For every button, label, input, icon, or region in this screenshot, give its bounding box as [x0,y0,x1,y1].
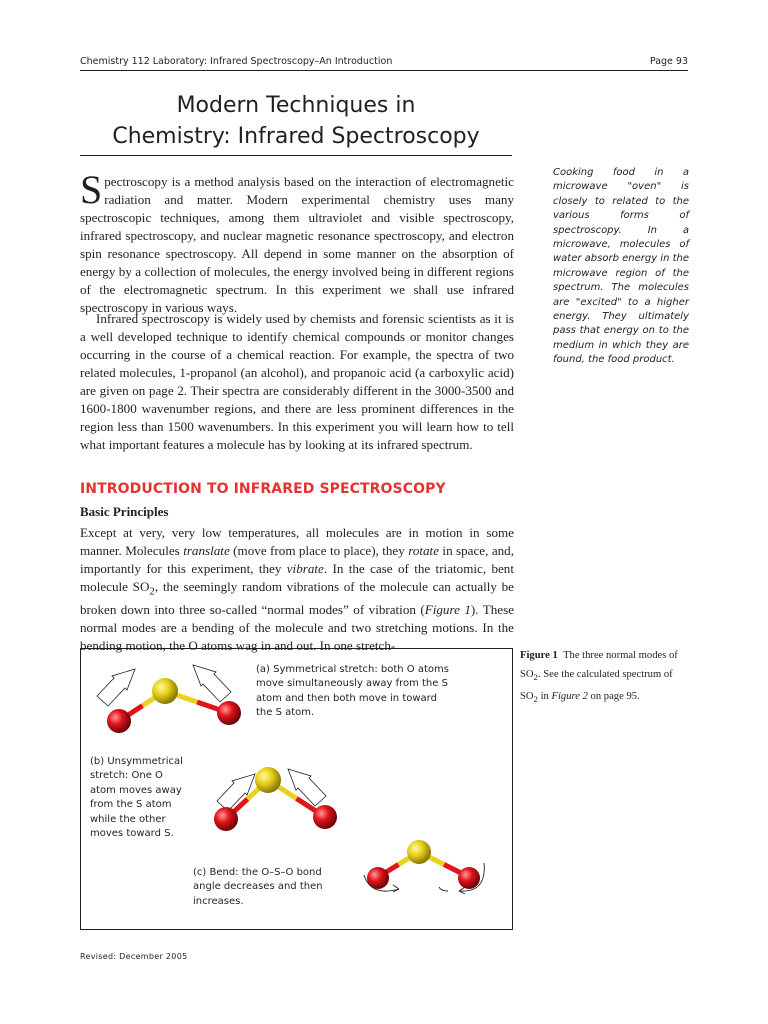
p3-text-1: Except at very, very low temperatures, all molecules are in motion in some manner. Molecules [80,525,514,558]
page-title [80,90,512,152]
caption-sub-2: 2 [533,694,538,705]
caption-text-4: on page 95. [587,691,640,703]
intro-paragraph-2-text: Infrared spectroscopy is widely used by chemists and forensic scientists as it is a well developed technique to identify chemical compounds or monitor changes occurring in the course of a chemical reaction. For example, the spectra of two related molecules, 1-propanol (an alcohol), and propanoic acid (a carboxylic acid) are given on page 2. Their spectra are considerably different in the 3000-3500 and 1600-1800 wavenumber regions, and there are less prominent differences in the region less than 1500 wavenumbers. In this experiment you will learn how to tell what important features a molecule has by looking at its infrared spectrum. [80,311,514,452]
sulfur-atom [255,767,281,793]
arrow-right-inward-icon [288,769,326,806]
basic-principles-paragraph [80,524,514,655]
intro-paragraph-2 [80,310,514,454]
p3-subscript: 2 [149,585,155,598]
footer-revision: Revised: December 2005 [80,952,188,961]
oxygen-atom [458,867,480,889]
figure-label-c: (c) Bend: the O–S–O bond angle decreases and then increases. [193,867,323,907]
oxygen-atom [313,805,337,829]
figure-label-b: (b) Unsymmetrical stretch: One O atom moves away from the S atom while the other moves toward S. [90,756,183,840]
intro-paragraph-1 [80,167,514,317]
sulfur-atom [407,840,431,864]
subsection-heading: Basic Principles [80,504,169,519]
sulfur-atom [152,678,178,704]
bend-arrowhead-right-icon [459,887,465,894]
figure-1-box [80,648,513,930]
oxygen-atom [217,701,241,725]
arrow-left-stretch-icon [217,774,255,811]
caption-figure-ref: Figure 2 [551,691,588,703]
oxygen-atom [214,807,238,831]
bend-arrowhead-left-icon [393,885,399,892]
arrow-left-outward-icon [97,669,135,706]
caption-sub-1: 2 [533,672,538,683]
oxygen-atom [107,709,131,733]
figure-label-a: (a) Symmetrical stretch: both O atoms move simultaneously away from the S atom and then both move in toward the S atom. [256,664,449,719]
running-header [80,56,688,71]
title-line-2: Chemistry: Infrared Spectroscopy [112,124,480,149]
figure-caption-label: Figure 1 [520,650,558,661]
bend-arrow-tail-icon [439,887,448,891]
molecule-c [364,840,484,894]
caption-text-1: The three normal modes of SO [520,650,678,680]
intro-paragraph-1-text: pectroscopy is a method analysis based on the interaction of electromagnetic radiation and matter. Modern experimental chemistry uses many spectroscopic techniques, among them ultraviolet and visible spectroscopy, infrared spectroscopy, and nuclear magnetic resonance spectroscopy, and electron spin resonance spectroscopy. All depend in some manner on the absorption of energy by a collection of molecules, the energy involved being in different regions of the electromagnetic spectrum. In this experiment we shall use infrared spectroscopy in various ways. [80,174,514,315]
p3-italic-vibrate: vibrate [286,561,324,576]
p3-text-4: . In the case of the triatomic, bent molecule SO [80,561,514,594]
caption-text-3: in [537,691,552,703]
p3-text-5: , the seemingly random vibrations of the molecule can actually be broken down into three so-called “normal modes” of vibration ( [80,579,514,617]
caption-text-2: . See the calculated spectrum of SO [520,669,673,703]
p3-text-6: ). These normal modes are a bending of the molecule and two stretching motions. In the bending motion, the O atoms wag in and out. In one stretch- [80,601,514,653]
p3-text-2: (move from place to place), they [229,543,409,558]
p3-italic-translate: translate [183,543,230,558]
p3-figure-ref: Figure 1 [424,601,471,617]
molecule-a [97,665,241,733]
title-line-1: Modern Techniques in [176,93,416,118]
header-page-number: Page 93 [649,56,688,67]
header-course-title: Chemistry 112 Laboratory: Infrared Spectroscopy–An Introduction [80,56,393,67]
p3-text-3: in space, and, importantly for this experiment, they [80,543,514,576]
arrow-right-outward-icon [193,665,231,702]
p3-italic-rotate: rotate [408,543,440,558]
figure-caption [520,646,688,709]
molecule-b [214,767,337,831]
section-heading: INTRODUCTION TO INFRARED SPECTROSCOPY [80,481,446,497]
drop-cap: S [80,167,103,212]
sidebar-note: Cooking food in a microwave "oven" is closely to related to the various forms of spectroscopy. In a microwave, molecules of water absorb energy in the microwave region of the spectrum. The molecules are "excited" to a higher energy. They ultimately pass that energy on to the medium in which they are found, the food product. [553,167,690,366]
title-divider [80,155,512,156]
